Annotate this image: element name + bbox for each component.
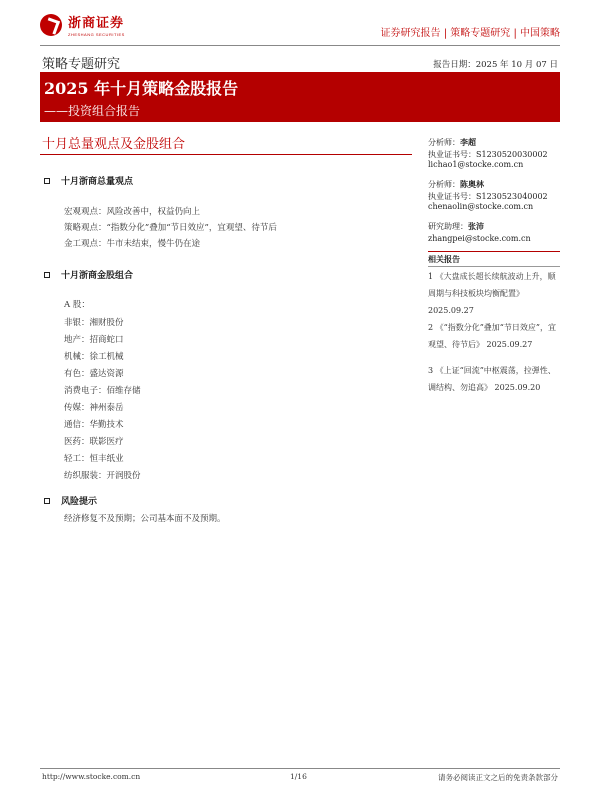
- a-shares-label: A 股：: [64, 300, 90, 310]
- portfolio-item: 纺织服装：开润股份: [64, 471, 141, 481]
- header-category-nav: 证券研究报告 | 策略专题研究 | 中国策略: [380, 28, 560, 39]
- header-divider: [40, 45, 560, 46]
- portfolio-item: 非银：湘财股份: [64, 318, 124, 328]
- footer-divider: [40, 768, 560, 769]
- portfolio-item: 通信：华勤技术: [64, 420, 124, 430]
- portfolio-item: 机械：徐工机械: [64, 352, 124, 362]
- risk-text: 经济修复不及预期；公司基本面不及预期。: [64, 514, 226, 524]
- company-logo: [40, 12, 125, 37]
- related-report-link[interactable]: 2 《“指数分化”叠加“节日效应”，宜观望、待节后》 2025.09.27: [428, 323, 556, 349]
- analyst-1: [428, 137, 476, 148]
- report-subtitle: ——投资组合报告: [44, 104, 141, 118]
- checkbox-bullet-icon: [44, 498, 50, 504]
- section-heading: 十月总量观点及金股组合: [42, 137, 186, 152]
- portfolio-item: 轻工：恒丰纸业: [64, 454, 124, 464]
- portfolio-item: 地产：招商蛇口: [64, 335, 124, 345]
- logo-name-en: ZHESHANG SECURITIES: [68, 32, 125, 37]
- analyst-name: 陈奥林: [460, 179, 484, 189]
- portfolio-item: 有色：盛达资源: [64, 369, 124, 379]
- analyst-license: 执业证书号：S1230520030002: [428, 150, 548, 159]
- section-divider: [40, 154, 412, 155]
- view-line-strategy: 策略观点：“指数分化”叠加“节日效应”，宜观望、待节后: [64, 223, 277, 233]
- checkbox-bullet-icon: [44, 178, 50, 184]
- views-heading-text: 十月浙商总量观点: [61, 177, 134, 187]
- view-line-quant: 金工观点：牛市未结束，慢牛仍在途: [64, 239, 201, 249]
- view-line-macro: 宏观观点：风险改善中，权益仍向上: [64, 207, 201, 217]
- portfolio-item: 消费电子：佰维存储: [64, 386, 141, 396]
- analyst-email[interactable]: lichao1@stocke.com.cn: [428, 160, 524, 169]
- logo-name: 浙商证券: [68, 16, 125, 31]
- portfolio-heading: [44, 268, 133, 281]
- report-date: 报告日期：2025 年 10 月 07 日: [433, 60, 558, 70]
- related-reports-title: 相关报告: [428, 254, 460, 264]
- related-report-link[interactable]: 3 《上证“回流”中枢震荡，拉弹性、调结构、勿追高》 2025.09.20: [428, 366, 556, 392]
- related-divider: [428, 266, 560, 267]
- portfolio-item: 传媒：神州泰岳: [64, 403, 124, 413]
- analyst-email[interactable]: chenaolin@stocke.com.cn: [428, 202, 534, 211]
- related-report-link[interactable]: 1 《大盘成长超长续航波动上升，顺周期与科技板块均衡配置》 2025.09.27: [428, 272, 556, 315]
- page-number: 1/16: [290, 772, 307, 781]
- analyst-role: 分析师：: [428, 180, 460, 189]
- analyst-role: 分析师：: [428, 138, 460, 147]
- research-assistant: [428, 221, 484, 232]
- footer-disclaimer: 请务必阅读正文之后的免责条款部分: [438, 773, 558, 782]
- assistant-role: 研究助理：: [428, 222, 468, 231]
- assistant-email[interactable]: zhangpei@stocke.com.cn: [428, 234, 531, 243]
- portfolio-item: 医药：联影医疗: [64, 437, 124, 447]
- logo-mark-icon: [40, 14, 62, 36]
- assistant-name: 张沛: [468, 221, 484, 231]
- views-heading: [44, 174, 133, 187]
- portfolio-heading-text: 十月浙商金股组合: [61, 271, 134, 281]
- related-divider-top: [428, 251, 560, 252]
- risk-heading-text: 风险提示: [61, 497, 98, 507]
- risk-heading: [44, 494, 97, 507]
- checkbox-bullet-icon: [44, 272, 50, 278]
- analyst-name: 李超: [460, 137, 476, 147]
- report-title: 2025 年十月策略金股报告: [44, 79, 239, 98]
- footer-url[interactable]: http://www.stocke.com.cn: [42, 772, 141, 781]
- analyst-2: [428, 179, 484, 190]
- analyst-license: 执业证书号：S1230523040002: [428, 192, 548, 201]
- document-type: 策略专题研究: [42, 57, 121, 72]
